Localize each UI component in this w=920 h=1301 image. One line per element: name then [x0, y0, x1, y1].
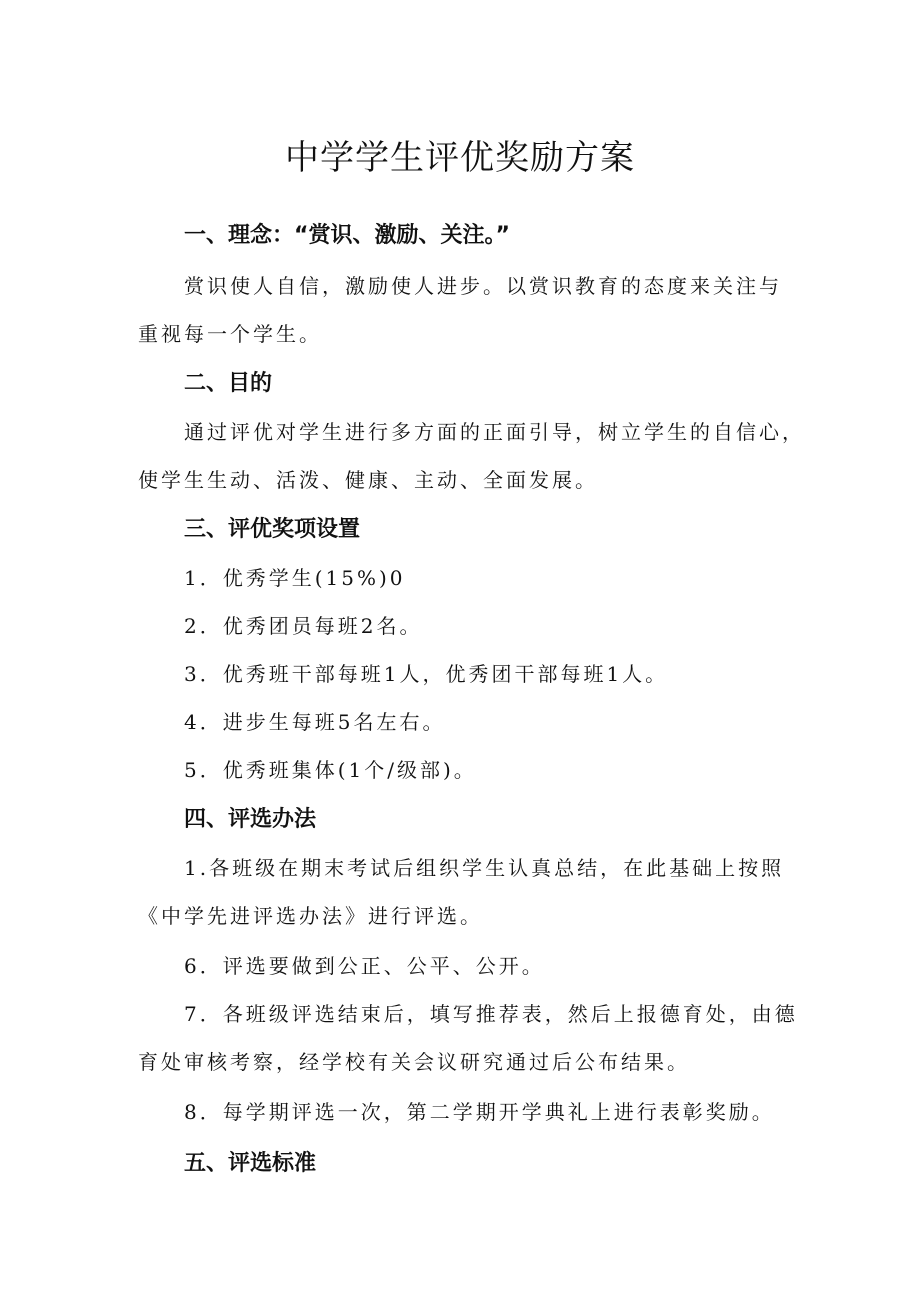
- list-item: 1．优秀学生(15%)0: [184, 566, 406, 590]
- list-item: 2．优秀团员每班2名。: [184, 614, 423, 638]
- document-title: 中学学生评优奖励方案: [285, 138, 635, 178]
- paragraph-line: 6．评选要做到公正、公平、公开。: [184, 954, 545, 978]
- list-item: 3．优秀班干部每班1人，优秀团干部每班1人。: [184, 662, 669, 686]
- paragraph-line: 重视每一个学生。: [138, 322, 322, 346]
- list-item: 4．进步生每班5名左右。: [184, 710, 446, 734]
- list-item: 5．优秀班集体(1个/级部)。: [184, 758, 477, 782]
- paragraph-line: 通过评优对学生进行多方面的正面引导，树立学生的自信心，: [184, 420, 805, 444]
- section-heading-method: 四、评选办法: [184, 807, 317, 832]
- paragraph-line: 使学生生动、活泼、健康、主动、全面发展。: [138, 468, 598, 492]
- paragraph-line: 7．各班级评选结束后，填写推荐表，然后上报德育处，由德: [184, 1002, 798, 1026]
- section-heading-criteria: 五、评选标准: [184, 1151, 317, 1176]
- section-heading-purpose: 二、目的: [184, 371, 273, 396]
- paragraph-line: 8．每学期评选一次，第二学期开学典礼上进行表彰奖励。: [184, 1100, 775, 1124]
- paragraph-line: 1.各班级在期末考试后组织学生认真总结，在此基础上按照: [184, 856, 785, 880]
- paragraph-line: 《中学先进评选办法》进行评选。: [138, 904, 483, 928]
- paragraph-line: 赏识使人自信，激励使人进步。以赏识教育的态度来关注与: [184, 274, 782, 298]
- paragraph-line: 育处审核考察，经学校有关会议研究通过后公布结果。: [138, 1050, 690, 1074]
- section-heading-awards: 三、评优奖项设置: [184, 517, 361, 542]
- section-heading-philosophy: 一、理念：“赏识、激励、关注。”: [184, 223, 510, 248]
